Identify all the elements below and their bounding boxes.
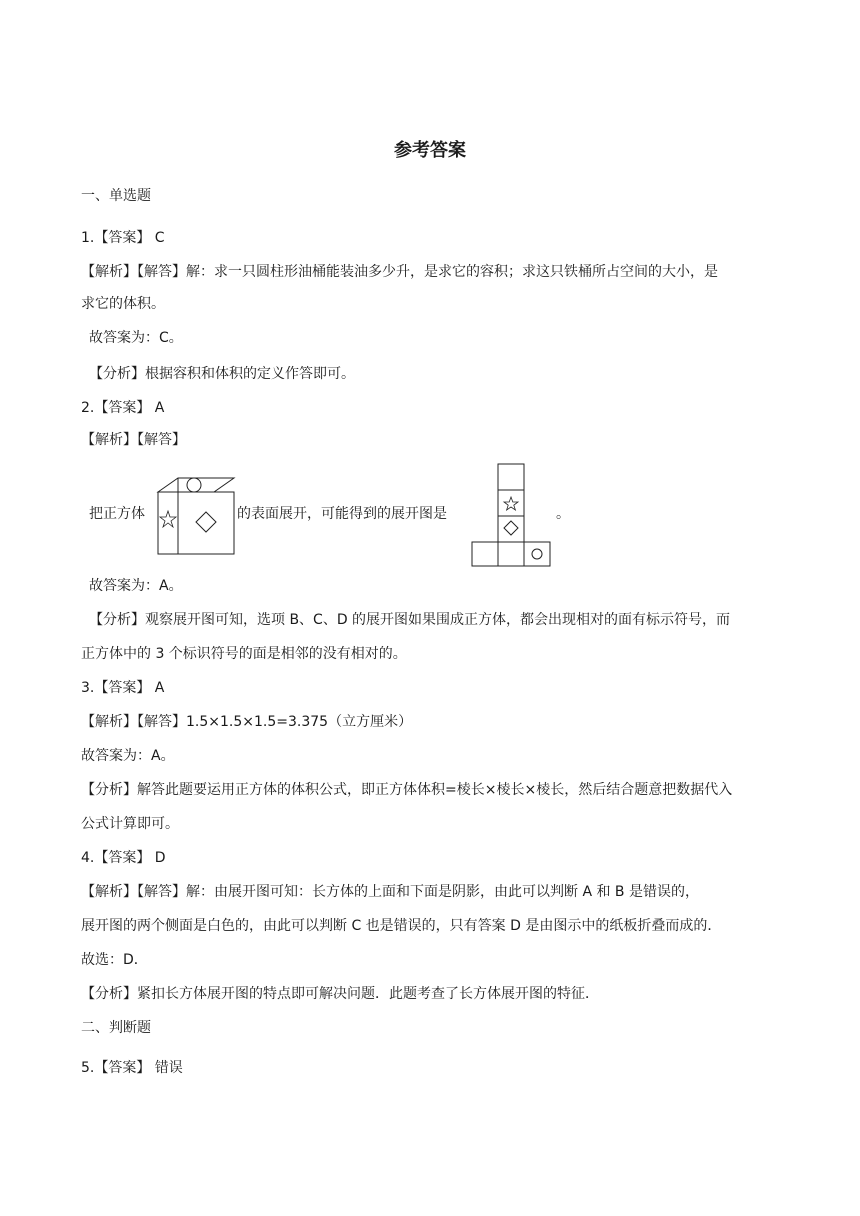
q2-note-line-1: 【分析】观察展开图可知，选项 B、C、D 的展开图如果围成正方体，都会出现相对的面有标示符号，而 [89, 612, 731, 628]
q4-answer: 4.【答案】 D [81, 850, 166, 866]
q4-note: 【分析】紧扣长方体展开图的特点即可解决问题．此题考查了长方体展开图的特征． [81, 986, 599, 1002]
q2-conclusion: 故答案为：A。 [89, 578, 183, 594]
q3-note-line-1: 【分析】解答此题要运用正方体的体积公式，即正方体体积=棱长×棱长×棱长，然后结合题意把数据代入 [81, 782, 733, 798]
page-title: 参考答案 [394, 140, 466, 161]
q2-answer: 2.【答案】 A [81, 400, 165, 416]
q3-answer: 3.【答案】 A [81, 680, 165, 696]
net-circle-icon [532, 549, 542, 559]
q4-analysis-line-2: 展开图的两个侧面是白色的，由此可以判断 C 也是错误的，只有答案 D 是由图示中的纸板折叠而成的． [81, 918, 722, 934]
section-heading-true-false: 二、判断题 [81, 1020, 151, 1036]
q2-analysis: 【解析】【解答】 [81, 432, 186, 448]
q5-answer: 5.【答案】 错误 [81, 1060, 183, 1076]
q1-answer: 1.【答案】 C [81, 230, 165, 246]
q1-conclusion: 故答案为：C。 [89, 330, 183, 346]
section-heading-single-choice: 一、单选题 [81, 188, 151, 204]
q4-conclusion: 故选：D． [81, 952, 148, 968]
q2-figure-prefix: 把正方体 [89, 506, 145, 522]
net-diamond-icon [504, 521, 518, 535]
q1-note: 【分析】根据容积和体积的定义作答即可。 [89, 366, 355, 382]
q3-note-line-2: 公式计算即可。 [81, 816, 179, 832]
q3-analysis: 【解析】【解答】1.5×1.5×1.5=3.375（立方厘米） [81, 714, 413, 730]
q4-analysis-line-1: 【解析】【解答】解：由展开图可知：长方体的上面和下面是阴影，由此可以判断 A 和 B 是错误的， [81, 884, 699, 900]
cube-circle-icon [187, 478, 201, 492]
q1-analysis-line-1: 【解析】【解答】解：求一只圆柱形油桶能装油多少升，是求它的容积；求这只铁桶所占空间的大小，是 [81, 264, 718, 280]
q2-figure-middle: 的表面展开，可能得到的展开图是 [237, 506, 447, 522]
q2-note-line-2: 正方体中的 3 个标识符号的面是相邻的没有相对的。 [81, 646, 407, 662]
net-star-icon [504, 497, 518, 510]
cube-star-icon [160, 511, 176, 527]
q1-analysis-line-2: 求它的体积。 [81, 296, 165, 312]
cube-figure [152, 474, 236, 556]
cube-net-figure [470, 462, 552, 568]
q3-conclusion: 故答案为：A。 [81, 748, 175, 764]
cube-diamond-icon [196, 512, 216, 532]
q2-figure-suffix: 。 [556, 506, 570, 522]
